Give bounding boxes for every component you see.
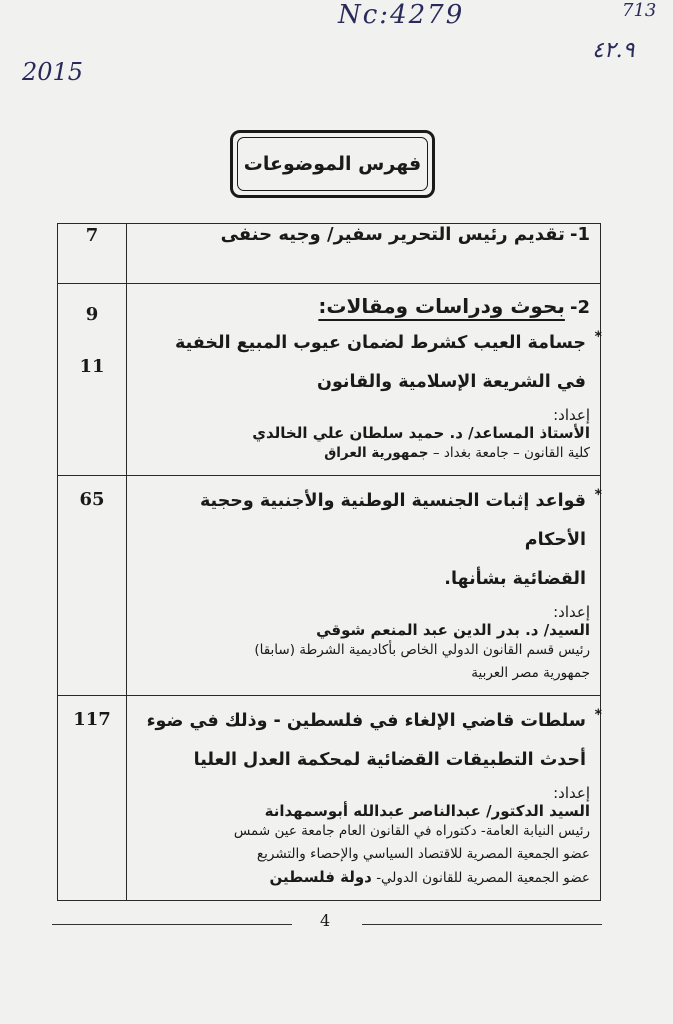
entry-page-number: 65 xyxy=(58,476,127,696)
section-number: 2- xyxy=(569,297,590,318)
entry-page-number: 117 xyxy=(58,696,127,901)
title-frame-inner xyxy=(237,137,428,191)
article-title: * قواعد إثبات الجنسية الوطنية والأجنبية وحجية الأحكام xyxy=(143,482,590,560)
article-title-continued: في الشريعة الإسلامية والقانون xyxy=(317,372,586,392)
author-affiliation: رئيس قسم القانون الدولي الخاص بأكاديمية الشرطة (سابقا) xyxy=(254,642,590,658)
author-name: الأستاذ المساعد/ د. حميد سلطان علي الخالدي xyxy=(252,424,590,442)
entry-number: 1- xyxy=(569,224,590,245)
entry-page-numbers xyxy=(58,284,127,476)
article-title: * جسامة العيب كشرط لضمان عيوب المبيع الخفية xyxy=(143,324,590,363)
page-number: 4 xyxy=(320,911,331,930)
footer-rule-right xyxy=(362,924,602,925)
title-frame xyxy=(230,130,435,198)
entry-page-number: 7 xyxy=(58,224,127,284)
prepared-by-label: إعداد: xyxy=(553,406,590,424)
toc-entry-cell xyxy=(127,476,601,696)
author-affiliation-3: عضو الجمعية المصرية للقانون الدولي- دولة فلسطين xyxy=(269,868,590,886)
toc-row-research xyxy=(58,284,601,476)
toc-entry-cell xyxy=(127,696,601,901)
bullet-star-icon: * xyxy=(594,487,602,503)
toc-row-editor-intro xyxy=(58,224,601,284)
table-of-contents xyxy=(57,223,601,901)
article-title-continued: أحدث التطبيقات القضائية لمحكمة العدل العليا xyxy=(193,750,586,770)
prepared-by-label: إعداد: xyxy=(553,784,590,802)
author-affiliation: رئيس النيابة العامة- دكتوراه في القانون العام جامعة عين شمس xyxy=(233,823,590,839)
author-name: السيد/ د. بدر الدين عبد المنعم شوقي xyxy=(316,621,590,639)
article-title: * سلطات قاضي الإلغاء في فلسطين - وذلك في ضوء xyxy=(143,702,590,741)
page-title: فهرس الموضوعات xyxy=(243,153,422,175)
handwritten-number: ٤٢.٩ xyxy=(592,38,635,63)
prepared-by-label: إعداد: xyxy=(553,603,590,621)
toc-entry-cell xyxy=(127,284,601,476)
section-title: بحوث ودراسات ومقالات: xyxy=(318,294,565,318)
handwritten-year: 2015 xyxy=(22,58,84,86)
toc-row-article-nationality xyxy=(58,476,601,696)
author-affiliation: كلية القانون – جامعة بغداد – جمهورية العراق xyxy=(324,445,590,461)
handwritten-reference: Nc:4279 xyxy=(338,0,465,30)
footer-rule-left xyxy=(52,924,292,925)
author-affiliation-country: جمهورية مصر العربية xyxy=(471,665,590,681)
toc-row-article-palestine xyxy=(58,696,601,901)
article-page-number: 11 xyxy=(79,356,105,377)
toc-entry-cell xyxy=(127,224,601,284)
author-name: السيد الدكتور/ عبدالناصر عبدالله أبوسمهدانة xyxy=(264,802,590,820)
entry-title: تقديم رئيس التحرير سفير/ وجيه حنفى xyxy=(220,224,565,245)
handwritten-corner-number: 713 xyxy=(622,0,657,21)
article-title-continued: القضائية بشأنها. xyxy=(444,569,586,589)
bullet-star-icon: * xyxy=(594,707,602,723)
bullet-star-icon: * xyxy=(594,329,602,345)
section-page-number: 9 xyxy=(85,304,99,325)
author-affiliation-2: عضو الجمعية المصرية للاقتصاد السياسي والإحصاء والتشريع xyxy=(256,846,590,862)
